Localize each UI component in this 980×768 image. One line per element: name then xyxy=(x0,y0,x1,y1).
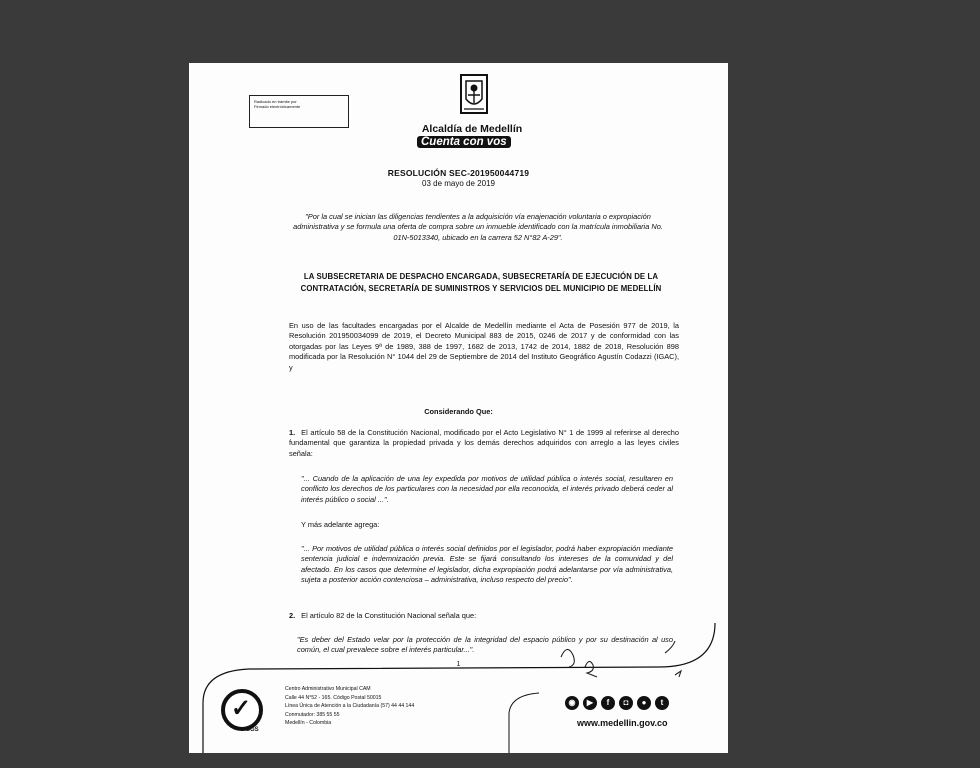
considering-heading: Considerando Que: xyxy=(424,407,493,416)
social-icons xyxy=(565,696,669,710)
entity-slogan: Cuenta con vos xyxy=(417,136,511,148)
instagram-icon[interactable]: ◘ xyxy=(619,696,633,710)
resolution-subject: "Por la cual se inician las diligencias tendientes a la adquisición vía enajenación voluntaria o expropiación administrativa y se formula una oferta de compra sobre un inmueble identificado con la matrícula inmobiliaria No. 01N-5013340, ubicado en la carrera 52 N°82 A-29". xyxy=(293,212,663,242)
contact-line: Línea Única de Atención a la Ciudadanía (57) 44 44 144 xyxy=(285,703,415,709)
contact-info xyxy=(285,685,414,728)
legal-quote: "... Cuando de la aplicación de una ley expedida por motivos de utilidad pública o interés social, resultaren en conflicto los derechos de los particulares con la necesidad por ella reconocida, el interés privado deberá ceder al interés público o social ...". xyxy=(301,474,673,504)
facebook-icon[interactable]: f xyxy=(601,696,615,710)
check-icon: ✓ xyxy=(231,695,252,722)
rss-icon[interactable]: ◉ xyxy=(565,696,579,710)
page-number: 1 xyxy=(456,661,461,668)
resolution-date: 03 de mayo de 2019 xyxy=(422,179,495,188)
stamp-line: Radicado en trámite por xyxy=(254,99,297,104)
resolution-number: RESOLUCIÓN SEC-201950044719 xyxy=(387,168,530,178)
footer-decoration xyxy=(189,63,728,753)
contact-line: Calle 44 N°52 - 165. Código Postal 50015 xyxy=(285,694,382,701)
legal-quote: "... Por motivos de utilidad pública o interés social definidos por el legislador, podrá haber expropiación mediante sentencia judicial e indemnización previa. Este se fijará consultando los intereses de la comunidad y del afectado. En los casos que determine el legislador, dicha expropiación podrá adelantarse por vía administrativa, sujeta a posterior acción contenciosa – administrativa, incluso respecto del precio". xyxy=(301,544,673,585)
point-number: 1. xyxy=(289,428,296,437)
point-number: 2. xyxy=(289,611,296,620)
contact-line: Medellín - Colombia xyxy=(285,720,332,726)
sgs-certification-icon xyxy=(221,689,263,731)
point-text: El artículo 82 de la Constitución Nacional señala que: xyxy=(301,611,477,620)
sgs-label: SGS xyxy=(246,727,259,733)
website-link[interactable]: www.medellin.gov.co xyxy=(577,718,668,728)
issuing-authority: LA SUBSECRETARIA DE DESPACHO ENCARGADA, SUBSECRETARÍA DE EJECUCIÓN DE LA CONTRATACIÓN, SECRETARÍA DE SUMINISTROS Y SERVICIOS DEL MUNICIPIO DE MEDELLÍN xyxy=(300,272,662,293)
transition-text: Y más adelante agrega: xyxy=(301,520,380,529)
flickr-icon[interactable]: ● xyxy=(637,696,651,710)
point-text: El artículo 58 de la Constitución Nacional, modificado por el Acto Legislativo N° 1 de 1999 al referirse al derecho fundamental que garantiza la propiedad privada y los demás derechos adquiridos con arreglo a las leyes civiles señala: xyxy=(289,428,679,458)
stamp-line: Firmado electrónicamente xyxy=(254,104,301,109)
twitter-icon[interactable]: t xyxy=(655,696,669,710)
contact-line: Conmutador: 385 55 55 xyxy=(285,711,340,718)
entity-name: Alcaldía de Medellín xyxy=(421,123,523,135)
preamble-paragraph: En uso de las facultades encargadas por el Alcalde de Medellín mediante el Acta de Posesión 977 de 2019, la Resolución 201950034099 de 2019, el Decreto Municipal 883 de 2015, 0246 de 2017 y de conformidad con las otorgadas por las Leyes 9ª de 1989, 388 de 1997, 1682 de 2013, 1742 de 2014, 1882 de 2018, Resolución 898 modificada por la Resolución N° 1044 del 29 de Septiembre de 2014 del Instituto Geográfico Agustín Codazzi (IGAC), y xyxy=(289,321,679,372)
contact-line: Centro Administrativo Municipal CAM xyxy=(285,686,371,692)
youtube-icon[interactable]: ▶ xyxy=(583,696,597,710)
legal-quote: "Es deber del Estado velar por la protección de la integridad del espacio público y por su destinación al uso común, el cual prevalece sobre el interés particular...". xyxy=(297,635,673,655)
document-page xyxy=(189,63,728,753)
